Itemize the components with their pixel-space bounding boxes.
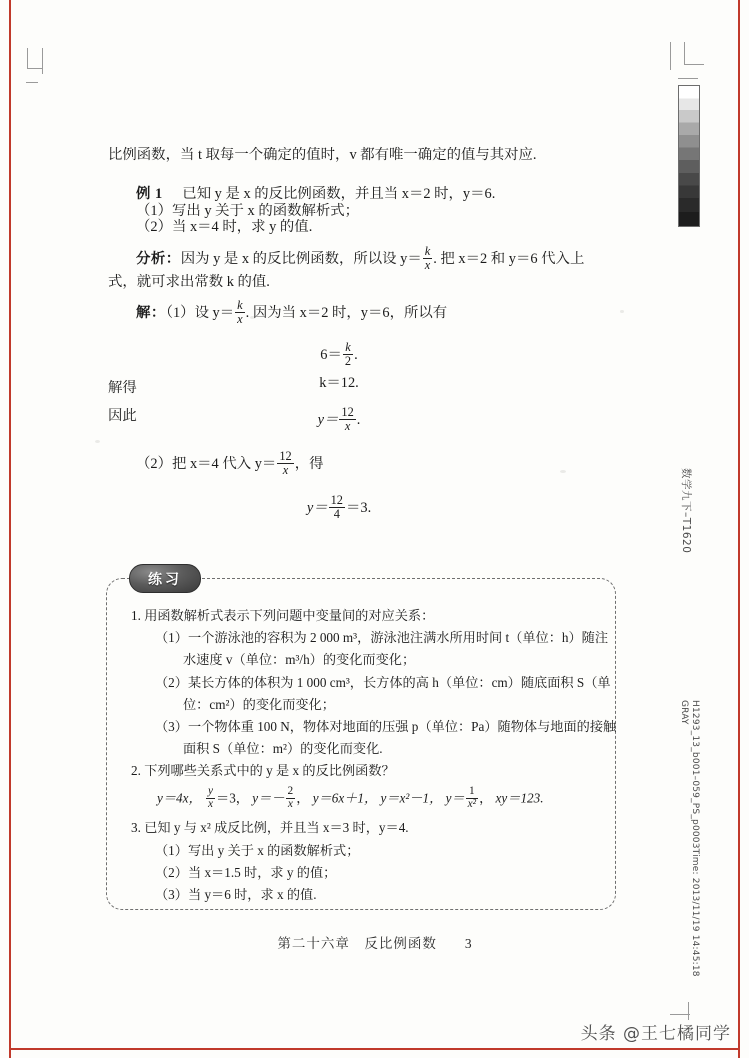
- fraction-numerator: k: [424, 243, 431, 258]
- fraction-numerator: 12: [279, 449, 292, 464]
- exercise-item-1-sub-2-line-2: 位：cm²）的变化而变化；: [183, 696, 335, 712]
- exercise-item-2-formula-list: [131, 784, 599, 812]
- crop-mark-top-right-vertical: [670, 42, 671, 70]
- crop-mark-top-left-vertical: [42, 48, 43, 74]
- equation-row-3: [108, 404, 570, 442]
- fraction-denominator: x: [207, 797, 214, 810]
- grayscale-calibration-strip: [678, 85, 700, 227]
- scan-speckle: [620, 310, 624, 313]
- exercise-item-1-sub-1-line-1: （1）一个游泳池的容积为 2 000 m³，游泳池注满水所用时间 t（单位：h）随注: [155, 630, 609, 646]
- fraction-k-over-x-2: [235, 299, 245, 326]
- fraction-numerator: 1: [469, 784, 475, 797]
- part2-text-b: ，得: [294, 455, 324, 472]
- fraction-2-over-x: [286, 786, 296, 811]
- exercise-item-3-sub-1: （1）写出 y 关于 x 的函数解析式；: [155, 842, 360, 858]
- crop-mark-bottom-right-vertical: [688, 1002, 689, 1020]
- footer-chapter-title: 第二十六章 反比例函数: [277, 936, 437, 951]
- example-heading: [108, 187, 570, 201]
- watermark-text: 头条 @王七橘同学: [580, 1024, 731, 1044]
- formula-comma-1: ，: [296, 790, 310, 806]
- print-job-string: H1293_13_b001–059_PS_p0003Time: 2013/11/19 14:45:18: [690, 700, 700, 977]
- crop-mark-top-right-horizontal: [684, 64, 704, 65]
- analysis-label: 分析：: [136, 250, 181, 267]
- solution-label: 解：: [136, 304, 166, 321]
- fraction-denominator: 2: [344, 354, 352, 369]
- exercise-item-1-sub-3-line-1: （3）一个物体重 100 N，物体对地面的压强 p（单位：Pa）随物体与地面的接触: [155, 719, 617, 735]
- equation-k-equals-12: k＝12.: [319, 375, 359, 392]
- example-statement: 已知 y 是 x 的反比例函数，并且当 x＝2 时，y＝6.: [182, 186, 496, 203]
- equation-row-1: [108, 342, 570, 376]
- formula-comma-2: ，: [479, 790, 493, 806]
- exercise-item-3: [131, 821, 599, 834]
- example-question-2: （2）当 x＝4 时，求 y 的值.: [136, 219, 313, 236]
- main-text-column: [108, 147, 585, 528]
- crop-mark-top-right-horizontal-2: [678, 78, 698, 79]
- label-therefore: 因此: [108, 408, 137, 425]
- fraction-denominator: x²: [467, 797, 477, 810]
- fraction-12-over-x: [339, 406, 355, 433]
- scan-speckle: [95, 440, 100, 443]
- formula-term-7: xy＝123.: [495, 790, 544, 806]
- exercise-item-number: 1.: [131, 608, 141, 623]
- fraction-y-over-x: [206, 786, 215, 811]
- crop-mark-top-right-vertical-2: [684, 42, 685, 64]
- exercise-item-text: 下列哪些关系式中的 y 是 x 的反比例函数？: [144, 763, 395, 779]
- equation-row-4: [108, 495, 570, 522]
- exercise-item-1: [131, 609, 599, 622]
- fraction-numerator: k: [345, 340, 351, 355]
- trim-line-right: [738, 0, 740, 1058]
- analysis-line-1: [108, 243, 585, 273]
- equation-row-2: [108, 376, 570, 404]
- example-question-1: （1）写出 y 关于 x 的函数解析式；: [136, 202, 360, 219]
- crop-mark-bottom-right-horizontal: [670, 1014, 690, 1015]
- equation-lhs: 6＝: [320, 346, 342, 363]
- example-label: 例 1: [136, 186, 163, 203]
- footer-page-number: 3: [464, 936, 472, 951]
- equation-lhs: y＝: [317, 411, 339, 428]
- fraction-k-over-2: [343, 341, 353, 368]
- side-book-code: 数学九下–T1620: [680, 468, 692, 554]
- exercise-item-text: 已知 y 与 x² 成反比例，并且当 x＝3 时，y＝4.: [144, 820, 409, 836]
- page-footer: [0, 932, 749, 952]
- equation-result: ＝3.: [345, 499, 372, 516]
- fraction-numerator: k: [237, 298, 243, 313]
- fraction-denominator: x: [286, 798, 296, 811]
- fraction-numerator: 12: [330, 493, 343, 508]
- formula-term-4: y＝6x＋1，: [312, 790, 378, 806]
- part2-text-a: （2）把 x＝4 代入 y＝: [136, 455, 277, 472]
- exercise-item-1-sub-3-line-2: 面积 S（单位：m²）的变化而变化.: [183, 741, 383, 757]
- exercise-item-1-sub-2-line-1: （2）某长方体的体积为 1 000 cm³，长方体的高 h（单位：cm）随底面积 S（单: [155, 674, 611, 690]
- trim-line-bottom: [9, 1048, 740, 1050]
- exercise-content: [131, 608, 617, 910]
- equation-6-equals-k-over-2: [108, 342, 570, 369]
- formula-term-3: y＝－: [252, 790, 285, 806]
- exercise-item-2: [131, 764, 599, 777]
- exercise-item-1-sub-1-line-2: 水速度 v（单位：m³/h）的变化而变化；: [183, 652, 416, 668]
- fraction-1-over-x-squared: [466, 786, 478, 811]
- fraction-k-over-x: [423, 245, 433, 272]
- formula-term-2: ＝3，: [216, 790, 249, 806]
- equation-y-equals-12-over-x: [108, 407, 570, 434]
- print-color-mode: GRAY: [679, 700, 689, 725]
- fraction-numerator: 2: [287, 784, 294, 797]
- equation-period: .: [356, 411, 361, 428]
- crop-mark-top-left-horizontal-2: [26, 82, 38, 83]
- formula-term-5: y＝x²－1，: [380, 790, 443, 806]
- fraction-denominator: x: [277, 463, 293, 477]
- exercise-badge: 练习: [129, 564, 201, 593]
- analysis-text-b: . 把 x＝2 和 y＝6 代入上: [433, 250, 585, 267]
- exercise-item-number: 2.: [131, 763, 141, 779]
- label-solve: 解得: [108, 380, 137, 397]
- fraction-denominator: 4: [329, 507, 345, 521]
- exercise-item-3-sub-2: （2）当 x＝1.5 时，求 y 的值；: [155, 864, 337, 880]
- fraction-numerator: y: [207, 784, 214, 797]
- solution-part-2: [108, 451, 570, 478]
- equation-period: .: [354, 346, 358, 363]
- equation-lhs: y＝: [306, 499, 328, 516]
- fraction-12-over-x-2: [277, 450, 293, 477]
- exercise-item-3-sub-3: （3）当 y＝6 时，求 x 的值.: [155, 887, 317, 903]
- solution-text-b: . 因为当 x＝2 时，y＝6，所以有: [245, 304, 448, 321]
- analysis-line-2: 式，就可求出常数 k 的值.: [108, 273, 270, 290]
- fraction-denominator: x: [339, 419, 355, 433]
- analysis-text-a: 因为 y 是 x 的反比例函数，所以设 y＝: [180, 250, 422, 267]
- trim-line-left: [9, 0, 11, 1058]
- solution-text-a: （1）设 y＝: [165, 304, 235, 321]
- solution-line-1: [108, 300, 570, 327]
- formula-term-1: y＝4x，: [157, 790, 202, 806]
- fraction-denominator: x: [424, 257, 431, 272]
- crop-mark-top-left-horizontal: [27, 68, 43, 69]
- fraction-denominator: x: [237, 312, 243, 327]
- exercise-item-number: 3.: [131, 820, 141, 836]
- fraction-12-over-4: [329, 494, 345, 521]
- crop-mark-top-left-vertical-2: [27, 48, 28, 68]
- exercise-item-text: 用函数解析式表示下列问题中变量间的对应关系：: [144, 608, 435, 623]
- exercise-box: [106, 571, 617, 910]
- fraction-numerator: 12: [341, 405, 354, 420]
- lead-paragraph: 比例函数，当 t 取每一个确定的值时，v 都有唯一确定的值与其对应.: [108, 147, 537, 163]
- side-print-job-info: [679, 700, 700, 977]
- formula-term-6: y＝: [445, 790, 465, 806]
